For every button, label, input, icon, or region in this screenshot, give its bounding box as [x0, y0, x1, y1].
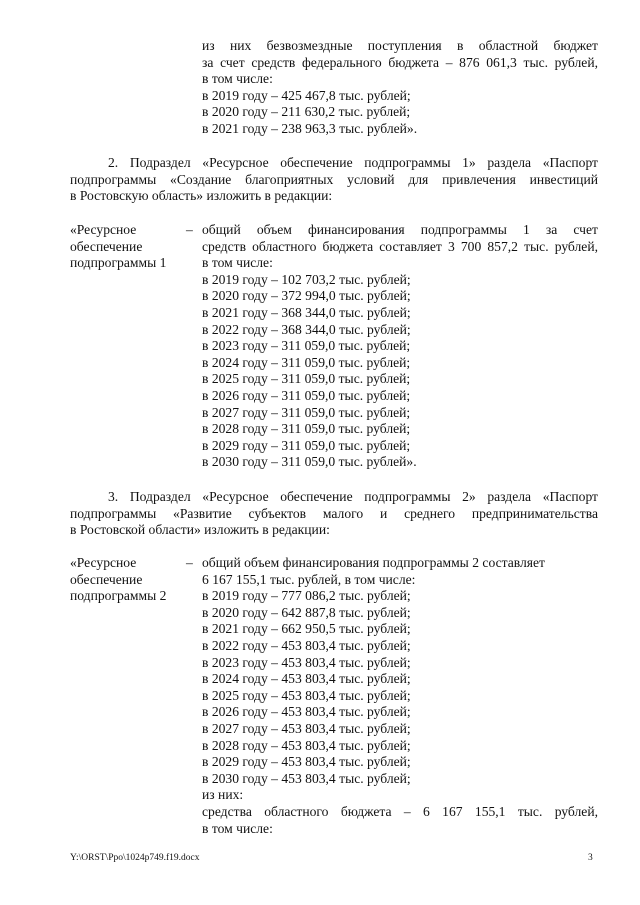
text-line: подпрограммы «Создание благоприятных условий для привлечения инвестиций: [70, 171, 598, 187]
label-line: подпрограммы 1: [70, 255, 167, 271]
text-line: в 2019 году – 777 086,2 тыс. рублей;: [202, 588, 411, 604]
text-line: в том числе:: [202, 820, 273, 836]
dash-glyph: –: [186, 555, 193, 570]
section2-dash: [186, 555, 193, 572]
footer-file-path: Y:\ORST\Ppo\1024p749.f19.docx: [70, 853, 200, 863]
text-line: общий объем финансирования подпрограммы 1 за счет: [202, 222, 598, 237]
label-line: подпрограммы 2: [70, 588, 167, 604]
page-number: 3: [588, 853, 593, 863]
paragraph-3: [70, 489, 598, 539]
text-line: в 2029 году – 311 059,0 тыс. рублей;: [202, 437, 411, 453]
label-line: обеспечение: [70, 238, 143, 254]
text-line: в 2023 году – 453 803,4 тыс. рублей;: [202, 654, 411, 670]
text-line: в 2026 году – 311 059,0 тыс. рублей;: [202, 387, 411, 403]
label-line: «Ресурсное: [70, 222, 137, 237]
text-line: в 2024 году – 453 803,4 тыс. рублей;: [202, 671, 411, 687]
text-line: в том числе:: [202, 255, 273, 271]
text-line: в 2019 году – 102 703,2 тыс. рублей;: [202, 271, 411, 287]
text-line: в 2020 году – 642 887,8 тыс. рублей;: [202, 604, 411, 620]
text-line: в 2019 году – 425 467,8 тыс. рублей;: [202, 87, 411, 103]
top-continuation-block: [202, 38, 598, 138]
text-line: 2. Подраздел «Ресурсное обеспечение подпрограммы 1» раздела «Паспорт: [108, 155, 598, 170]
text-line: в 2025 году – 311 059,0 тыс. рублей;: [202, 371, 411, 387]
dash-glyph: –: [186, 222, 193, 237]
text-line: в Ростовскую область» изложить в редакции:: [70, 188, 333, 204]
text-line: в 2022 году – 453 803,4 тыс. рублей;: [202, 637, 411, 653]
section1-label: [70, 222, 185, 272]
text-line: в 2020 году – 211 630,2 тыс. рублей;: [202, 104, 411, 120]
text-line: в Ростовской области» изложить в редакции:: [70, 522, 330, 538]
text-line: общий объем финансирования подпрограммы 2 составляет: [202, 555, 546, 570]
text-line: в 2021 году – 368 344,0 тыс. рублей;: [202, 304, 411, 320]
section2-body: [202, 555, 598, 837]
text-line: в 2027 году – 311 059,0 тыс. рублей;: [202, 404, 411, 420]
text-line: в том числе:: [202, 71, 273, 87]
text-line: в 2021 году – 238 963,3 тыс. рублей».: [202, 120, 418, 136]
text-line: в 2027 году – 453 803,4 тыс. рублей;: [202, 720, 411, 736]
text-line: в 2028 году – 453 803,4 тыс. рублей;: [202, 737, 411, 753]
text-line: в 2028 году – 311 059,0 тыс. рублей;: [202, 421, 411, 437]
text-line: средств областного бюджета составляет 3 700 857,2 тыс. рублей,: [202, 238, 598, 254]
label-line: обеспечение: [70, 571, 143, 587]
text-line: в 2025 году – 453 803,4 тыс. рублей;: [202, 687, 411, 703]
text-line: в 2030 году – 311 059,0 тыс. рублей».: [202, 454, 417, 470]
text-line: средства областного бюджета – 6 167 155,1 тыс. рублей,: [202, 803, 598, 819]
text-line: в 2026 году – 453 803,4 тыс. рублей;: [202, 704, 411, 720]
text-line: в 2024 году – 311 059,0 тыс. рублей;: [202, 354, 411, 370]
label-line: «Ресурсное: [70, 555, 137, 570]
text-line: в 2029 году – 453 803,4 тыс. рублей;: [202, 754, 411, 770]
text-line: в 2023 году – 311 059,0 тыс. рублей;: [202, 338, 411, 354]
text-line: в 2030 году – 453 803,4 тыс. рублей;: [202, 770, 411, 786]
text-line: из них безвозмездные поступления в областной бюджет: [202, 38, 598, 53]
text-line: в 2021 году – 662 950,5 тыс. рублей;: [202, 621, 411, 637]
text-line: 3. Подраздел «Ресурсное обеспечение подпрограммы 2» раздела «Паспорт: [108, 489, 598, 504]
text-line: подпрограммы «Развитие субъектов малого и среднего предпринимательства: [70, 505, 598, 521]
text-line: в 2020 году – 372 994,0 тыс. рублей;: [202, 288, 411, 304]
section2-label: [70, 555, 185, 605]
text-line: 6 167 155,1 тыс. рублей, в том числе:: [202, 571, 416, 587]
section1-body: [202, 222, 598, 471]
text-line: за счет средств федерального бюджета – 876 061,3 тыс. рублей,: [202, 54, 598, 70]
text-line: в 2022 году – 368 344,0 тыс. рублей;: [202, 321, 411, 337]
text-line: из них:: [202, 787, 244, 803]
paragraph-2: [70, 155, 598, 205]
section1-dash: [186, 222, 193, 239]
